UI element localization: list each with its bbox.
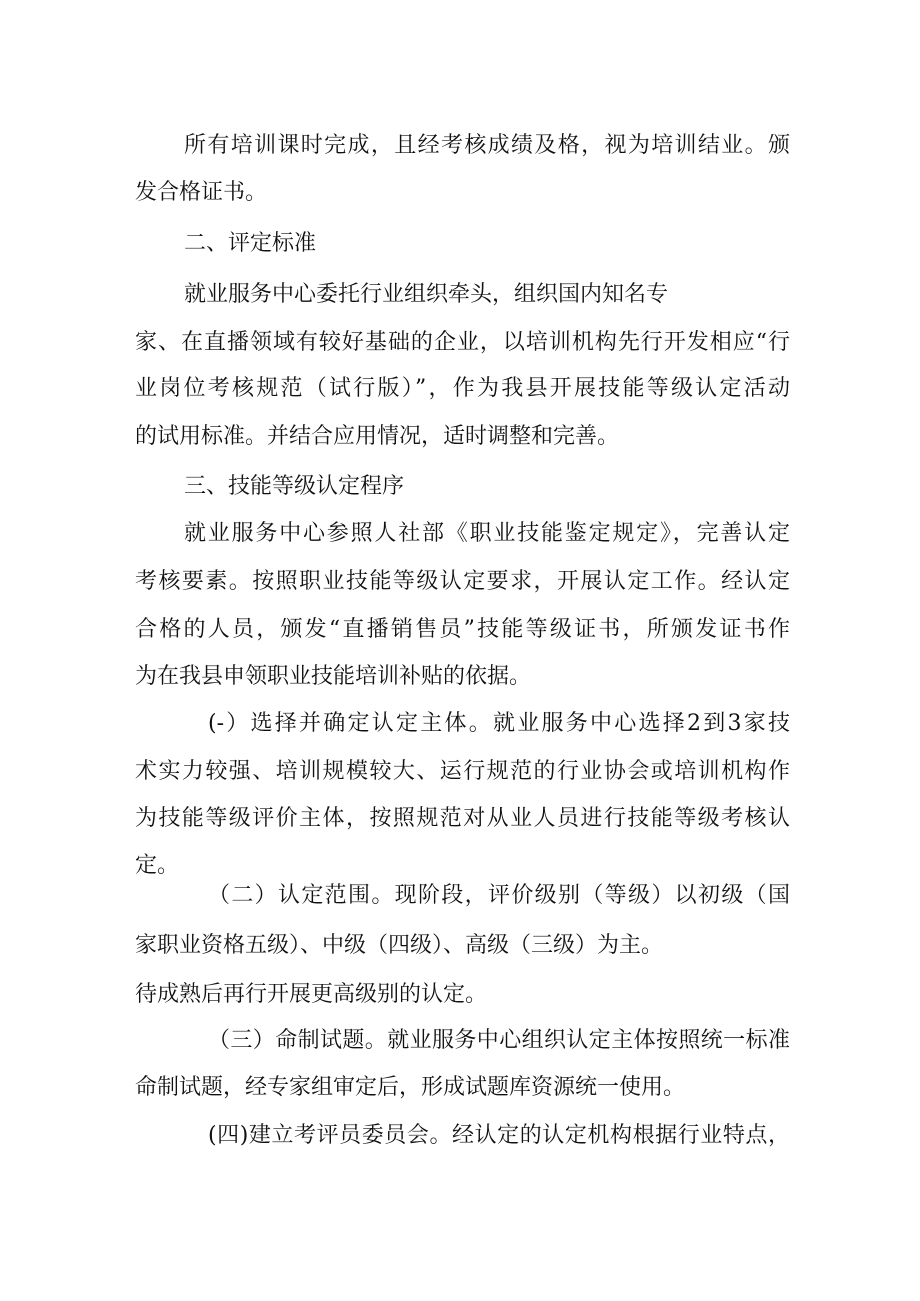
paragraph-line: 命制试题，经专家组审定后，形成试题库资源统一使用。 <box>135 1075 686 1100</box>
paragraph-line: 就业服务中心委托行业组织牵头，组织国内知名专 <box>184 282 669 307</box>
paragraph-line: (四)建立考评员委员会。经认定的认定机构根据行业特点， <box>208 1123 790 1148</box>
paragraph-line: 所有培训课时完成，且经考核成绩及格，视为培训结业。颁 <box>184 133 790 158</box>
paragraph-line: (-）选择并确定认定主体。就业服务中心选择2到3家技 <box>208 711 790 736</box>
paragraph-line: 家、在直播领域有较好基础的企业，以培训机构先行开发相应“行 <box>135 330 790 355</box>
paragraph-line: 业岗位考核规范（试行版）”，作为我县开展技能等级认定活动 <box>135 376 790 401</box>
paragraph-line: （三）命制试题。就业服务中心组织认定主体按照统一标准 <box>208 1028 790 1053</box>
paragraph-line: 术实力较强、培训规模较大、运行规范的行业协会或培训机构作 <box>135 759 790 784</box>
paragraph-line: 家职业资格五级）、中级（四级）、高级（三级）为主。 <box>135 933 664 958</box>
paragraph-line: 合格的人员，颁发“直播销售员”技能等级证书，所颁发证书作 <box>135 617 790 642</box>
paragraph-line: 定。 <box>135 853 180 878</box>
paragraph-line: 考核要素。按照职业技能等级认定要求，开展认定工作。经认定 <box>135 569 790 594</box>
paragraph-line: 发合格证书。 <box>135 180 268 205</box>
paragraph-line: 待成熟后再行开展更高级别的认定。 <box>135 982 488 1007</box>
paragraph-line: 为在我县申领职业技能培训补贴的依据。 <box>135 664 532 689</box>
section-heading: 三、技能等级认定程序 <box>184 474 405 499</box>
paragraph-line: 的试用标准。并结合应用情况，适时调整和完善。 <box>135 424 620 449</box>
paragraph-line: 为技能等级评价主体，按照规范对从业人员进行技能等级考核认 <box>135 806 790 831</box>
paragraph-line: （二）认定范围。现阶段，评价级别（等级）以初级（国 <box>208 883 790 908</box>
paragraph-line: 就业服务中心参照人社部《职业技能鉴定规定》，完善认定 <box>184 521 790 546</box>
section-heading: 二、评定标准 <box>184 231 317 256</box>
